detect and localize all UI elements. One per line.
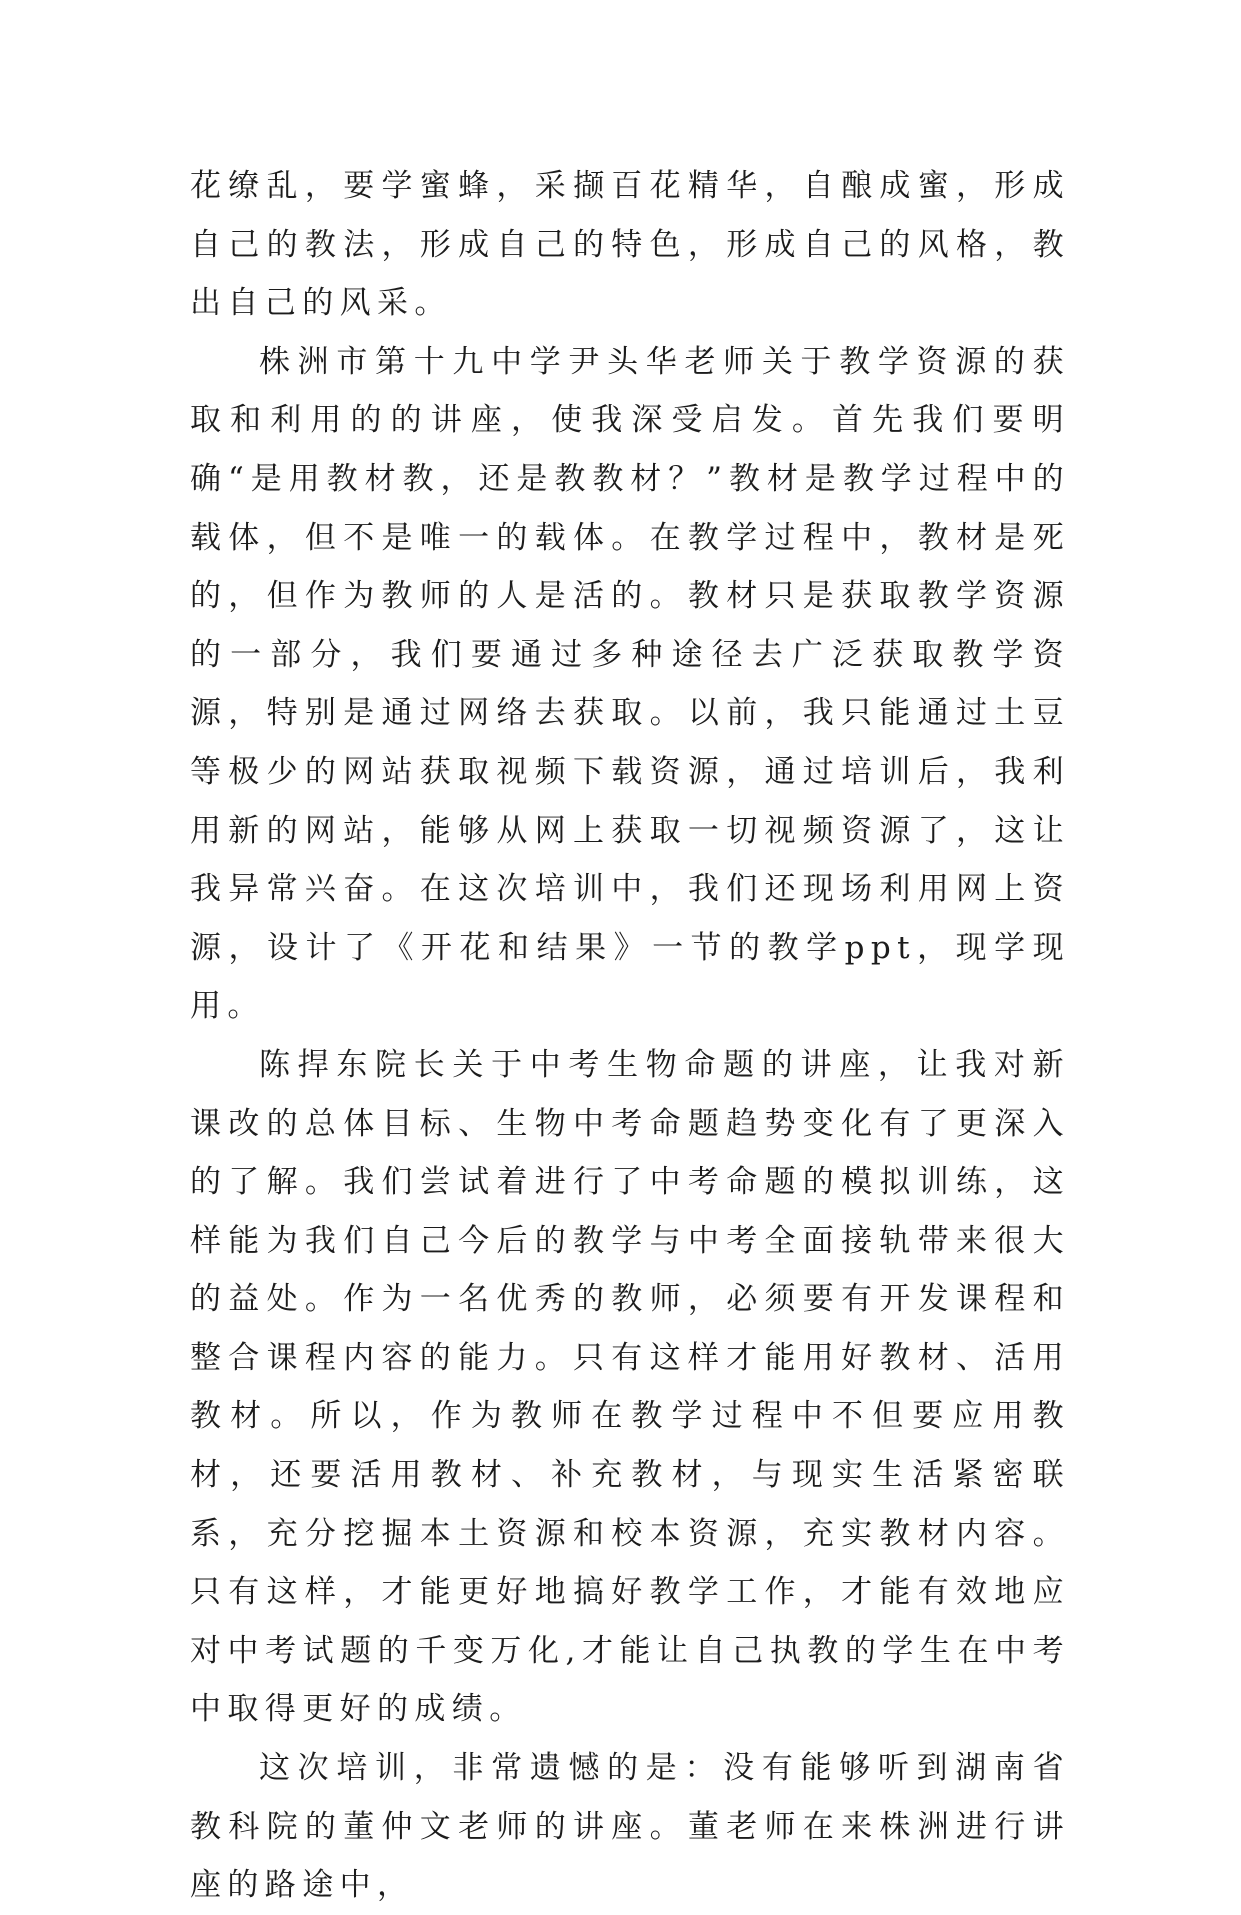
paragraph-continuation: 花缭乱，要学蜜蜂，采撷百花精华，自酿成蜜，形成自己的教法，形成自己的特色，形成自己的风格，教出自己的风采。 xyxy=(190,168,1070,322)
document-body xyxy=(190,157,1070,1915)
paragraph-regret: 这次培训，非常遗憾的是：没有能够听到湖南省教科院的董仲文老师的讲座。董老师在来株洲进行讲座的路途中， xyxy=(190,1750,1070,1904)
paragraph-exam-lecture: 陈捍东院长关于中考生物命题的讲座，让我对新课改的总体目标、生物中考命题趋势变化有了更深入的了解。我们尝试着进行了中考命题的模拟训练，这样能为我们自己今后的教学与中考全面接轨带来很大的益处。作为一名优秀的教师，必须要有开发课程和整合课程内容的能力。只有这样才能用好教材、活用教材。所以，作为教师在教学过程中不但要应用教材，还要活用教材、补充教材，与现实生活紧密联系，充分挖掘本土资源和校本资源，充实教材内容。只有这样，才能更好地搞好教学工作，才能有效地应对中考试题的千变万化,才能让自己执教的学生在中考中取得更好的成绩。 xyxy=(190,1046,1070,1728)
paragraph-teaching-resources: 株洲市第十九中学尹头华老师关于教学资源的获取和利用的的讲座，使我深受启发。首先我们要明确“是用教材教，还是教教材？”教材是教学过程中的载体，但不是唯一的载体。在教学过程中，教材是死的，但作为教师的人是活的。教材只是获取教学资源的一部分，我们要通过多种途径去广泛获取教学资源，特别是通过网络去获取。以前，我只能通过土豆等极少的网站获取视频下载资源，通过培训后，我利用新的网站，能够从网上获取一切视频资源了，这让我异常兴奋。在这次培训中，我们还现场利用网上资源，设计了《开花和结果》一节的教学ppt，现学现用。 xyxy=(190,343,1070,1025)
